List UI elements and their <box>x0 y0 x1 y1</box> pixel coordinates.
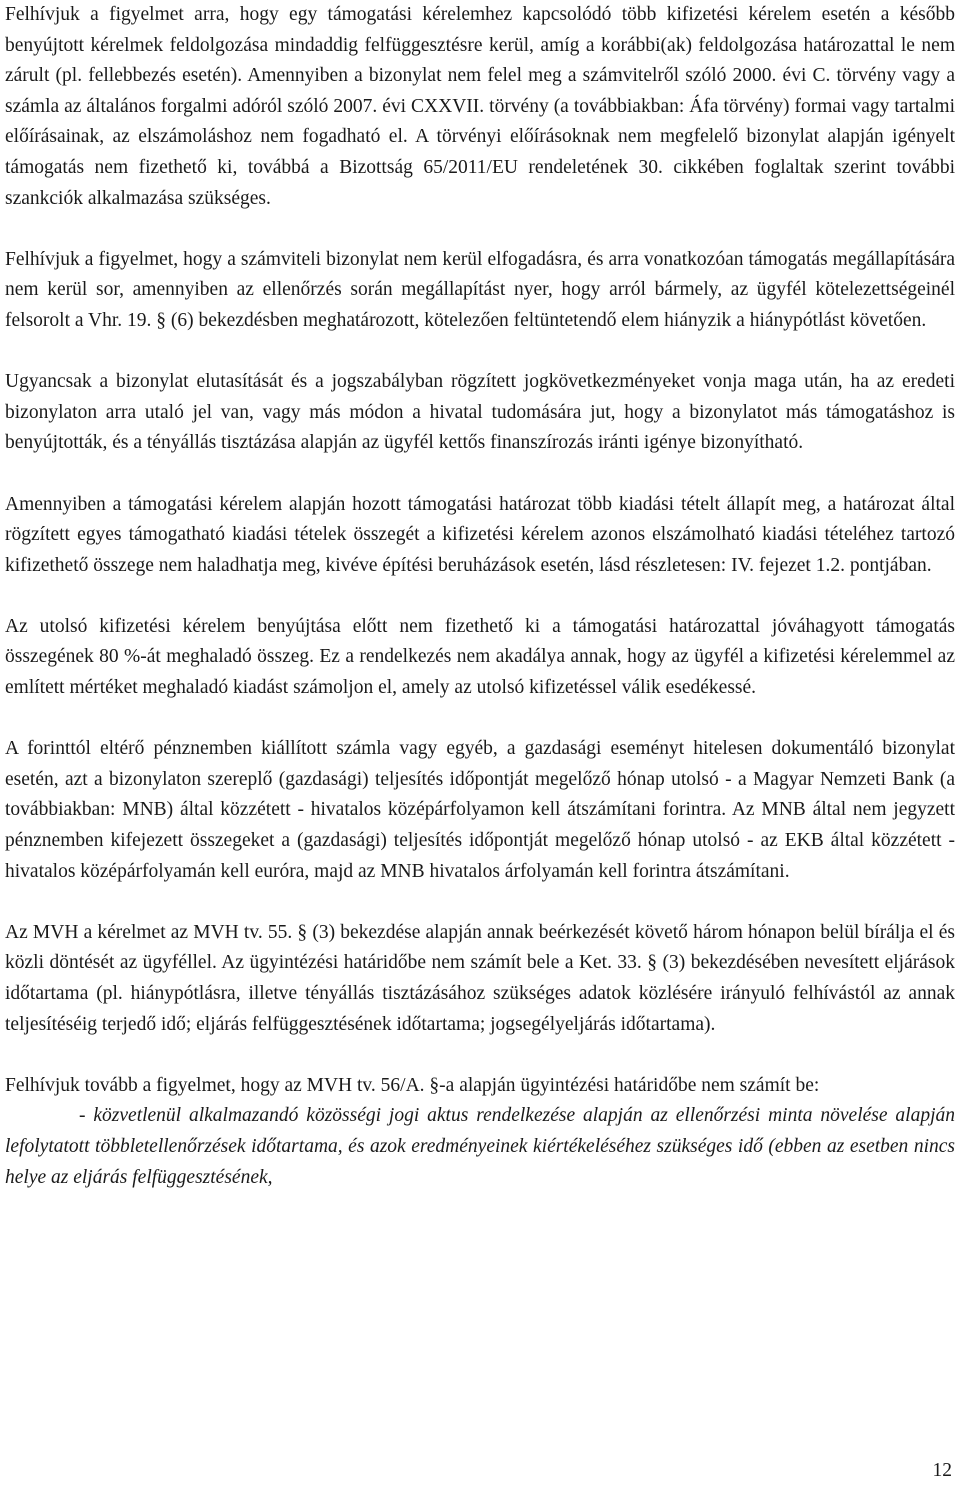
italic-list-item: - közvetlenül alkalmazandó közösségi jogi aktus rendelkezése alapján az ellenőrzési minta növelése alapján lefolytatott többletellenőrzések időtartama, és azok eredményeinek kiértékeléséhez szükséges idő (ebben az esetben nincs helye az eljárás felfüggesztésének, <box>5 1105 955 1188</box>
paragraph-4: Amennyiben a támogatási kérelem alapján hozott támogatási határozat több kiadási tételt állapít meg, a határozat által rögzített egyes támogatható kiadási tételek összegét a kifizetési kérelem azonos elszámolható kiadási tételéhez tartozó kifizethető összege nem haladhatja meg, kivéve építési beruházások esetén, lásd részletesen: IV. fejezet 1.2. pontjában. <box>5 493 955 576</box>
paragraph-8: Felhívjuk tovább a figyelmet, hogy az MVH tv. 56/A. §-a alapján ügyintézési határidőbe nem számít be: <box>5 1074 820 1096</box>
paragraph-3: Ugyancsak a bizonylat elutasítását és a jogszabályban rögzített jogkövetkezményeket vonja maga után, ha az eredeti bizonylaton arra utaló jel van, vagy más módon a hivatal tudomására jut, hogy a bizonylatot más támogatáshoz is benyújtották, és a tényállás tisztázása alapján az ügyfél kettős finanszírozás iránti igénye bizonyítható. <box>5 371 955 454</box>
paragraph-6: A forinttól eltérő pénznemben kiállított számla vagy egyéb, a gazdasági eseményt hitelesen dokumentáló bizonylat esetén, azt a bizonylaton szereplő (gazdasági) teljesítés időpontját megelőző hónap utolsó - a Magyar Nemzeti Bank (a továbbiakban: MNB) által közzétett - hivatalos középárfolyamon kell átszámítani forintra. Az MNB által nem jegyzett pénznemben kifejezett összegeket a (gazdasági) teljesítés időpontját megelőző hónap utolsó - az EKB által közzétett - hivatalos középárfolyamán kell euróra, majd az MNB hivatalos árfolyamán kell forintra átszámítani. <box>5 738 955 882</box>
paragraph-7: Az MVH a kérelmet az MVH tv. 55. § (3) bekezdése alapján annak beérkezését követő három hónapon belül bírálja el és közli döntését az ügyféllel. Az ügyintézési határidőbe nem számít bele a Ket. 33. § (3) bekezdésében nevesített eljárások időtartama (pl. hiánypótlásra, illetve tényállás tisztázásához szükséges adatok közlésére irányuló felhívástól az annak teljesítéséig terjedő idő; eljárás felfüggesztésének időtartama; jogsegélyeljárás időtartama). <box>5 921 955 1035</box>
document-page <box>5 0 955 1193</box>
paragraph-2: Felhívjuk a figyelmet, hogy a számviteli bizonylat nem kerül elfogadásra, és arra vonatkozóan támogatás megállapítására nem kerül sor, amennyiben az ellenőrzés során megállapítást nyer, hogy arról bármely, az ügyfél kötelezettségeinél felsorolt a Vhr. 19. § (6) bekezdésben meghatározott, kötelezően feltüntetendő elem hiányzik a hiánypótlást követően. <box>5 248 955 331</box>
paragraph-1: Felhívjuk a figyelmet arra, hogy egy támogatási kérelemhez kapcsolódó több kifizetési kérelem esetén a később benyújtott kérelmek feldolgozása mindaddig felfüggesztésre kerül, amíg a korábbi(ak) feldolgozása határozattal le nem zárult (pl. fellebbezés esetén). Amennyiben a bizonylat nem felel meg a számvitelről szóló 2000. évi C. törvény vagy a számla az általános forgalmi adóról szóló 2007. évi CXXVII. törvény (a továbbiakban: Áfa törvény) formai vagy tartalmi előírásainak, az elszámoláshoz nem fogadható el. A törvényi előírásoknak nem megfelelő bizonylat alapján igényelt támogatás nem fizethető ki, továbbá a Bizottság 65/2011/EU rendeletének 30. cikkében foglaltak szerint további szankciók alkalmazása szükséges. <box>5 4 955 209</box>
page-number: 12 <box>932 1460 952 1481</box>
paragraph-5: Az utolsó kifizetési kérelem benyújtása előtt nem fizethető ki a támogatási határozattal jóváhagyott támogatás összegének 80 %-át meghaladó összeg. Ez a rendelkezés nem akadálya annak, hogy az ügyfél a kifizetési kérelemmel az említett mértéket meghaladó kiadást számoljon el, amely az utolsó kifizetéssel válik esedékessé. <box>5 615 955 699</box>
